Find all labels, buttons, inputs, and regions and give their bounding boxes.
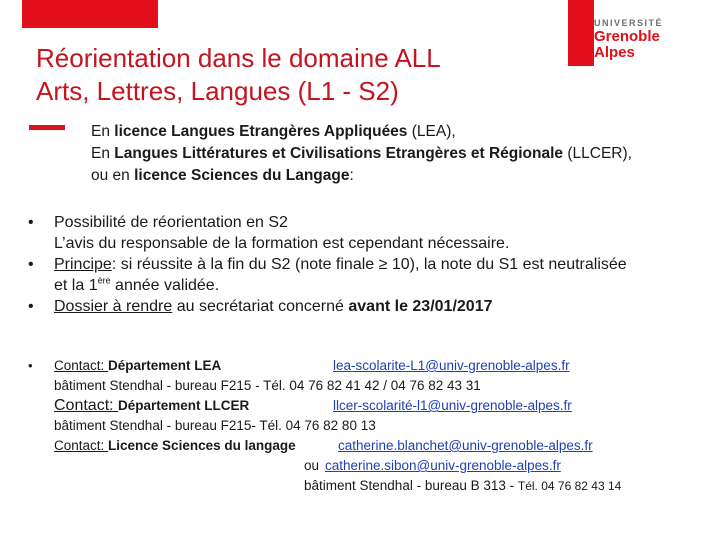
- sl-address-a: bâtiment Stendhal - bureau B 313 -: [304, 478, 518, 493]
- intro-2-b: Langues Littératures et Civilisations Etrangères et Régionale: [114, 145, 564, 162]
- sl-dept: Licence Sciences du langage: [108, 438, 296, 453]
- bullet-icon: •: [28, 358, 33, 373]
- intro-1-a: En: [91, 123, 115, 140]
- principe-line2-a: et la 1: [54, 277, 98, 294]
- bullet-principe: [28, 254, 627, 296]
- bullet-icon: •: [28, 298, 34, 315]
- llcer-dept: Département LLCER: [118, 398, 250, 413]
- sl-email-2-link[interactable]: catherine.sibon@univ-grenoble-alpes.fr: [325, 458, 561, 473]
- intro-text: [91, 121, 632, 187]
- llcer-label: Contact:: [54, 397, 119, 414]
- logo-name-2: Alpes: [594, 44, 635, 61]
- sl-address: [304, 476, 621, 496]
- llcer-address: bâtiment Stendhal - bureau F215- Tél. 04 76 82 80 13: [54, 418, 376, 433]
- principe-sup: ère: [97, 275, 111, 286]
- logo-mark-icon: [568, 0, 594, 66]
- bullet-dossier: [28, 296, 627, 317]
- logo-name-1: Grenoble: [594, 28, 660, 45]
- lea-dept: Département LEA: [108, 358, 222, 373]
- bullet-icon: •: [28, 256, 34, 273]
- principe-line2-b: année validée.: [110, 277, 220, 294]
- intro-3-b: licence Sciences du Langage: [134, 167, 350, 184]
- title-line-1: Réorientation dans le domaine ALL: [36, 43, 441, 73]
- bullet-2-line-1: [54, 254, 627, 275]
- university-logo: [568, 0, 678, 66]
- principe-label: Principe: [54, 256, 112, 273]
- llcer-email-link[interactable]: llcer-scolarité-l1@univ-grenoble-alpes.fr: [333, 398, 572, 413]
- intro-line-3: [91, 165, 632, 187]
- dossier-text: au secrétariat concerné: [172, 298, 349, 315]
- bullet-list: [28, 212, 627, 317]
- lea-label: Contact:: [54, 358, 109, 373]
- bullet-1-line-1: Possibilité de réorientation en S2: [54, 214, 288, 231]
- bullet-icon: •: [28, 214, 34, 231]
- lea-address: bâtiment Stendhal - bureau F215 - Tél. 04 76 82 41 42 / 04 76 82 43 31: [54, 378, 481, 393]
- intro-3-c: :: [349, 167, 354, 184]
- contact-llcer-label: [54, 396, 249, 416]
- bullet-reorientation: [28, 212, 627, 254]
- sl-address-b: Tél. 04 76 82 43 14: [517, 479, 622, 493]
- dossier-label: Dossier à rendre: [54, 298, 173, 315]
- top-red-bar: [22, 0, 158, 28]
- bullet-2-line-2: [54, 275, 627, 296]
- sl-email-1-link[interactable]: catherine.blanchet@univ-grenoble-alpes.fr: [338, 438, 593, 453]
- red-dash-decoration: [29, 125, 65, 130]
- intro-line-1: [91, 121, 632, 143]
- title-line-2: Arts, Lettres, Langues (L1 - S2): [36, 76, 399, 106]
- intro-2-c: (LLCER),: [563, 145, 632, 162]
- dossier-deadline: avant le 23/01/2017: [348, 298, 493, 315]
- intro-1-b: licence Langues Etrangères Appliquées: [114, 123, 408, 140]
- sl-label: Contact:: [54, 438, 109, 453]
- logo-univ: UNIVERSITÉ: [594, 18, 664, 28]
- intro-1-c: (LEA),: [407, 123, 456, 140]
- principe-text: : si réussite à la fin du S2 (note finale ≥ 10), la note du S1 est neutralisée: [111, 256, 627, 273]
- contact-lea-label: [54, 356, 221, 376]
- intro-3-a: ou en: [91, 167, 135, 184]
- bullet-1-line-2: L’avis du responsable de la formation est cependant nécessaire.: [54, 235, 510, 252]
- intro-line-2: [91, 143, 632, 165]
- bullet-3-line-1: [54, 296, 627, 317]
- intro-2-a: En: [91, 145, 115, 162]
- logo-text: [594, 18, 663, 61]
- contact-sl-label: [54, 436, 296, 456]
- sl-ou: ou: [304, 458, 320, 473]
- slide-title: [36, 42, 441, 108]
- lea-email-link[interactable]: lea-scolarite-L1@univ-grenoble-alpes.fr: [333, 358, 570, 373]
